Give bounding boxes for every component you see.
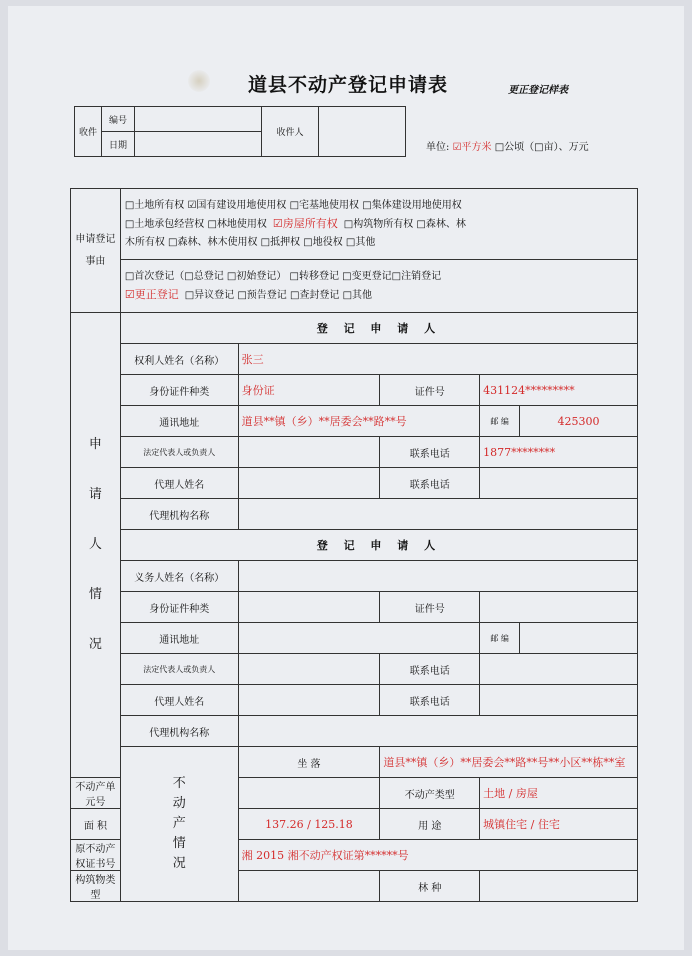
obligor-postcode-value[interactable] xyxy=(520,623,638,654)
postcode-label: 邮 编 xyxy=(480,406,520,437)
address-value[interactable]: 道县**镇（乡）**居委会**路**号 xyxy=(238,406,480,437)
phone-label: 联系电话 xyxy=(380,437,480,468)
agency-label: 代理机构名称 xyxy=(120,499,238,530)
structure-type-label: 构筑物类型 xyxy=(71,871,121,902)
applicant-side-label: 申请人情况 xyxy=(71,313,121,778)
obligor-phone-label: 联系电话 xyxy=(380,654,480,685)
form-subtitle: 更正登记样表 xyxy=(508,85,568,96)
agent-name-label: 代理人姓名 xyxy=(120,468,238,499)
receipt-side-label: 收件 xyxy=(75,107,102,157)
phone-value[interactable]: 1877******** xyxy=(480,437,638,468)
rights-row-2b[interactable]: □构筑物所有权 □森林、林 xyxy=(343,218,466,230)
unit-prefix: 单位: xyxy=(426,142,450,153)
receipt-table xyxy=(74,106,406,157)
original-cert-value[interactable]: 湘 2015 湘不动产权证第******号 xyxy=(238,840,637,871)
id-number-value[interactable]: 431124********* xyxy=(480,375,638,406)
agent-name-value[interactable] xyxy=(238,468,380,499)
use-label: 用 途 xyxy=(380,809,480,840)
legal-rep-label: 法定代表人或负责人 xyxy=(120,437,238,468)
obligor-agent-name-value[interactable] xyxy=(238,685,380,716)
id-type-label: 身份证件种类 xyxy=(120,375,238,406)
right-holder-name-label: 权利人姓名（名称） xyxy=(120,344,238,375)
rights-row-2a[interactable]: □土地承包经营权 □林地使用权 xyxy=(124,218,267,230)
type-row-2[interactable]: □异议登记 □预告登记 □查封登记 □其他 xyxy=(184,289,373,301)
obligor-id-type-label: 身份证件种类 xyxy=(120,592,238,623)
number-field[interactable] xyxy=(135,107,262,132)
property-side-label: 不动产情况 xyxy=(120,747,238,902)
obligor-id-number-label: 证件号 xyxy=(380,592,480,623)
house-ownership-checked[interactable]: ☑房屋所有权 xyxy=(272,216,338,230)
area-value[interactable]: 137.26 / 125.18 xyxy=(238,809,380,840)
unit-checked-option[interactable]: ☑平方米 xyxy=(452,142,492,153)
obligor-agent-name-label: 代理人姓名 xyxy=(120,685,238,716)
original-cert-label: 原不动产权证书号 xyxy=(71,840,121,871)
obligor-phone-value[interactable] xyxy=(480,654,638,685)
postcode-value[interactable]: 425300 xyxy=(520,406,638,437)
unit-line xyxy=(426,138,589,153)
area-label: 面 积 xyxy=(71,809,121,840)
forest-species-label: 林 种 xyxy=(380,871,480,902)
unit-number-value[interactable] xyxy=(238,778,380,809)
paper-stain xyxy=(188,70,210,92)
id-number-label: 证件号 xyxy=(380,375,480,406)
legal-rep-value[interactable] xyxy=(238,437,380,468)
form-title: 道县不动产登记申请表 xyxy=(248,74,449,96)
obligor-agent-phone-label: 联系电话 xyxy=(380,685,480,716)
apply-row-2 xyxy=(125,215,633,234)
type-row-1[interactable]: □首次登记（□总登记 □初始登记） □转移登记 □变更登记□注销登记 xyxy=(124,270,442,282)
obligor-name-label: 义务人姓名（名称） xyxy=(120,561,238,592)
obligor-address-value[interactable] xyxy=(238,623,480,654)
obligor-legal-rep-label: 法定代表人或负责人 xyxy=(120,654,238,685)
receiver-field[interactable] xyxy=(319,107,406,157)
agent-phone-label: 联系电话 xyxy=(380,468,480,499)
right-holder-name-value[interactable]: 张三 xyxy=(238,344,637,375)
obligor-id-type-value[interactable] xyxy=(238,592,380,623)
main-form-table xyxy=(70,188,638,902)
apply-matter-type-options[interactable] xyxy=(120,260,637,313)
structure-type-value[interactable] xyxy=(238,871,380,902)
property-type-value[interactable]: 土地 / 房屋 xyxy=(480,778,638,809)
property-type-label: 不动产类型 xyxy=(380,778,480,809)
apply-matter-rights-options[interactable] xyxy=(120,189,637,260)
location-label: 坐 落 xyxy=(238,747,380,778)
id-type-value[interactable]: 身份证 xyxy=(238,375,380,406)
correction-registration-checked[interactable]: ☑更正登记 xyxy=(124,287,179,301)
agent-phone-value[interactable] xyxy=(480,468,638,499)
form-page xyxy=(8,6,684,950)
apply-row-3 xyxy=(125,234,633,252)
use-value[interactable]: 城镇住宅 / 住宅 xyxy=(480,809,638,840)
obligor-section-title: 登 记 申 请 人 xyxy=(120,530,637,561)
rights-row-3[interactable]: 木所有权 □森林、林木使用权 □抵押权 □地役权 □其他 xyxy=(124,236,376,248)
unit-other-options[interactable]: □公顷（□亩）、万元 xyxy=(494,142,589,153)
obligor-name-value[interactable] xyxy=(238,561,637,592)
obligor-id-number-value[interactable] xyxy=(480,592,638,623)
apply-matter-label: 申请登记事由 xyxy=(71,189,121,313)
date-label: 日期 xyxy=(102,132,135,157)
forest-species-value[interactable] xyxy=(480,871,638,902)
agency-value[interactable] xyxy=(238,499,637,530)
receiver-label: 收件人 xyxy=(262,107,319,157)
obligor-address-label: 通讯地址 xyxy=(120,623,238,654)
applicant-section-title: 登 记 申 请 人 xyxy=(120,313,637,344)
obligor-postcode-label: 邮 编 xyxy=(480,623,520,654)
obligor-legal-rep-value[interactable] xyxy=(238,654,380,685)
obligor-agency-label: 代理机构名称 xyxy=(120,716,238,747)
obligor-agency-value[interactable] xyxy=(238,716,637,747)
location-value[interactable]: 道县**镇（乡）**居委会**路**号**小区**栋**室 xyxy=(380,747,638,778)
number-label: 编号 xyxy=(102,107,135,132)
unit-number-label: 不动产单元号 xyxy=(71,778,121,809)
address-label: 通讯地址 xyxy=(120,406,238,437)
date-field[interactable] xyxy=(135,132,262,157)
rights-row-1[interactable]: □土地所有权 ☑国有建设用地使用权 □宅基地使用权 □集体建设用地使用权 xyxy=(124,199,462,211)
obligor-agent-phone-value[interactable] xyxy=(480,685,638,716)
apply-row-1 xyxy=(125,197,633,215)
